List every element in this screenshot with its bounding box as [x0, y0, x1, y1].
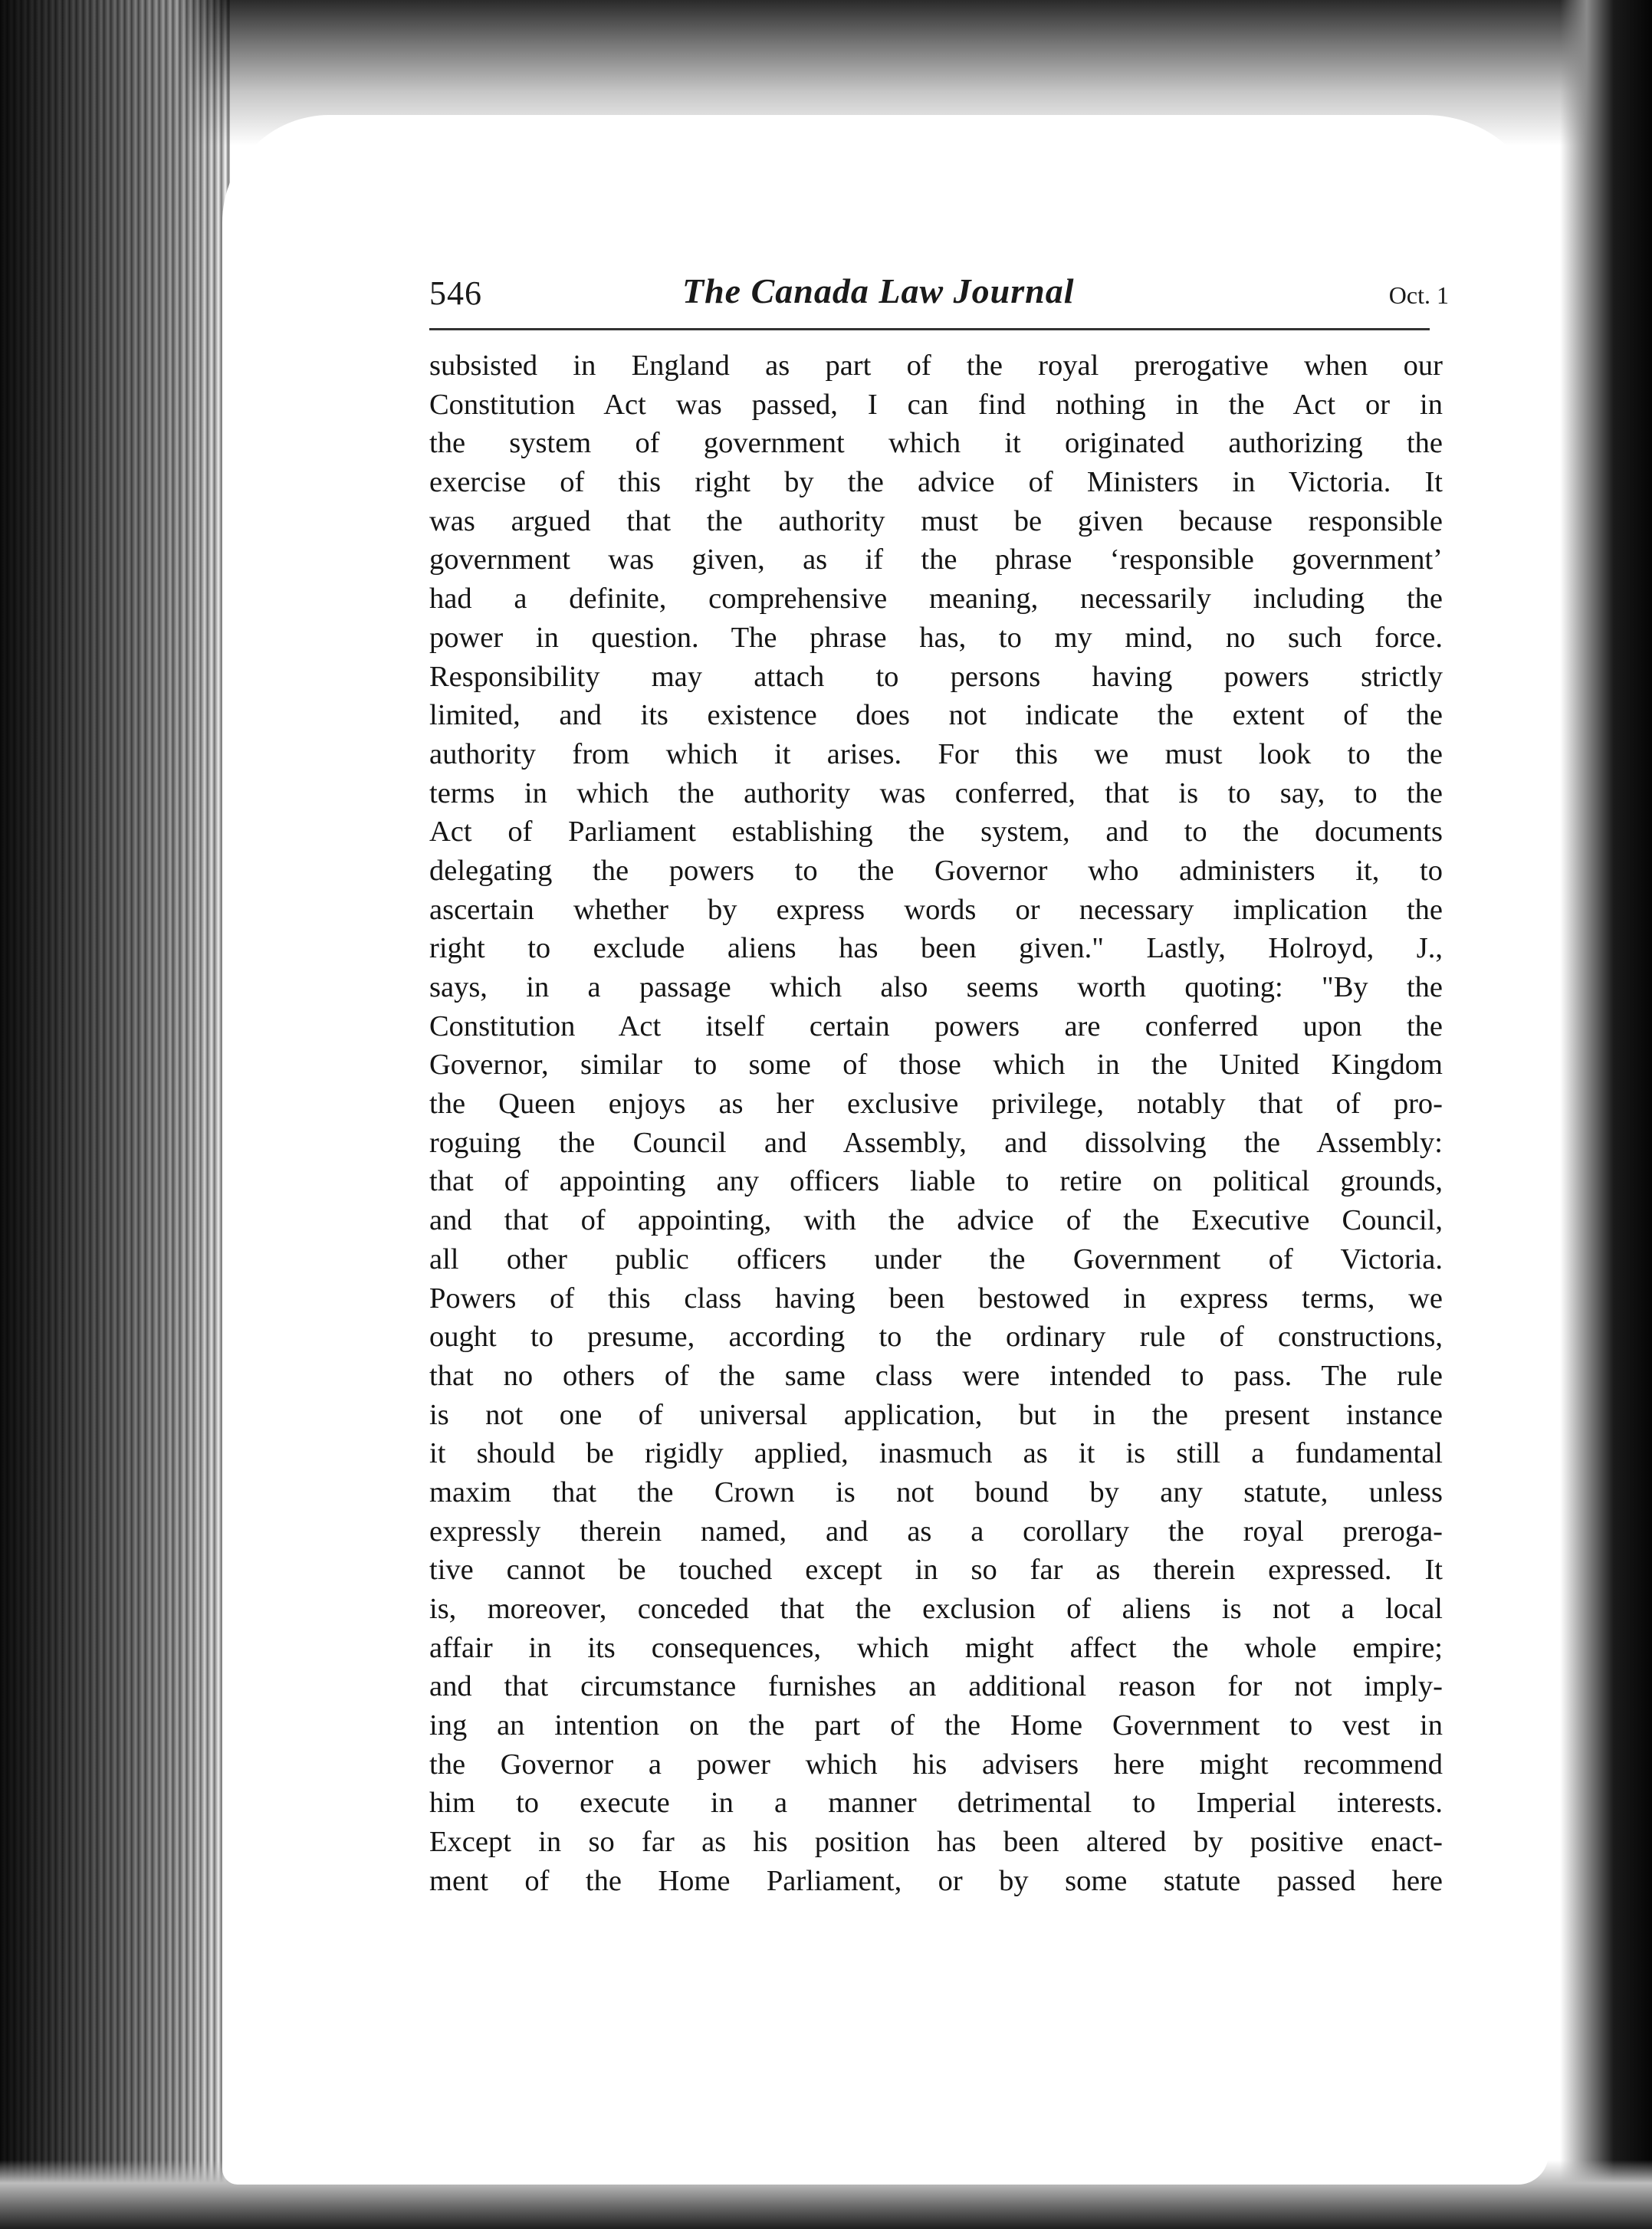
- body-text: [429, 346, 1443, 1901]
- text-line: the Queen enjoys as her exclusive privilege, notably that of pro-: [429, 1088, 1443, 1121]
- scan-edge-left: [0, 0, 230, 2229]
- text-line: maxim that the Crown is not bound by any statute, unless: [429, 1476, 1443, 1508]
- running-head: [429, 271, 1449, 327]
- text-line: that no others of the same class were intended to pass. The rule: [429, 1359, 1443, 1392]
- text-line: that of appointing any officers liable to retire on political grounds,: [429, 1165, 1443, 1198]
- text-line: ascertain whether by express words or necessary implication the: [429, 893, 1443, 926]
- text-line: was argued that the authority must be given because responsible: [429, 504, 1443, 537]
- scan-edge-right: [1560, 0, 1652, 2229]
- text-line: Constitution Act was passed, I can find nothing in the Act or in: [429, 388, 1443, 421]
- text-line: authority from which it arises. For this we must look to the: [429, 737, 1443, 770]
- journal-title: The Canada Law Journal: [682, 271, 1075, 310]
- text-line: is not one of universal application, but in the present instance: [429, 1398, 1443, 1431]
- header-rule: [429, 328, 1430, 330]
- text-line: Except in so far as his position has been altered by positive enact-: [429, 1826, 1443, 1859]
- text-line: Responsibility may attach to persons having powers strictly: [429, 660, 1443, 693]
- text-line: tive cannot be touched except in so far as therein expressed. It: [429, 1554, 1443, 1587]
- page-number: 546: [429, 274, 482, 312]
- text-line: Powers of this class having been bestowed in express terms, we: [429, 1282, 1443, 1315]
- text-line: says, in a passage which also seems worth quoting: "By the: [429, 971, 1443, 1003]
- text-line: roguing the Council and Assembly, and dissolving the Assembly:: [429, 1126, 1443, 1159]
- text-line: had a definite, comprehensive meaning, necessarily including the: [429, 583, 1443, 616]
- text-line: government was given, as if the phrase ‘responsible government’: [429, 543, 1443, 576]
- text-line: the Governor a power which his advisers here might recommend: [429, 1748, 1443, 1781]
- text-line: power in question. The phrase has, to my mind, no such force.: [429, 621, 1443, 654]
- text-line: delegating the powers to the Governor who administers it, to: [429, 854, 1443, 887]
- text-line: exercise of this right by the advice of Ministers in Victoria. It: [429, 466, 1443, 499]
- text-line: subsisted in England as part of the royal prerogative when our: [429, 350, 1443, 382]
- text-line: it should be rigidly applied, inasmuch as it is still a fundamental: [429, 1437, 1443, 1470]
- text-line: the system of government which it originated authorizing the: [429, 427, 1443, 460]
- text-line: him to execute in a manner detrimental to Imperial interests.: [429, 1787, 1443, 1820]
- text-line: ought to presume, according to the ordinary rule of constructions,: [429, 1321, 1443, 1354]
- text-line: Governor, similar to some of those which in the United Kingdom: [429, 1049, 1443, 1082]
- text-line: expressly therein named, and as a corollary the royal preroga-: [429, 1515, 1443, 1548]
- text-line: affair in its consequences, which might affect the whole empire;: [429, 1631, 1443, 1664]
- text-line: limited, and its existence does not indicate the extent of the: [429, 699, 1443, 732]
- text-line: right to exclude aliens has been given." Lastly, Holroyd, J.,: [429, 932, 1443, 965]
- text-line: Constitution Act itself certain powers are conferred upon the: [429, 1009, 1443, 1042]
- text-line: and that circumstance furnishes an additional reason for not imply-: [429, 1670, 1443, 1703]
- text-line: Act of Parliament establishing the system, and to the documents: [429, 816, 1443, 849]
- text-line: is, moreover, conceded that the exclusion of aliens is not a local: [429, 1593, 1443, 1625]
- text-line: all other public officers under the Government of Victoria.: [429, 1243, 1443, 1275]
- text-line: ing an intention on the part of the Home Government to vest in: [429, 1709, 1443, 1742]
- text-line: terms in which the authority was conferred, that is to say, to the: [429, 776, 1443, 809]
- text-line: and that of appointing, with the advice of the Executive Council,: [429, 1204, 1443, 1237]
- text-line: ment of the Home Parliament, or by some statute passed here: [429, 1864, 1443, 1897]
- issue-date: Oct. 1: [1388, 281, 1449, 309]
